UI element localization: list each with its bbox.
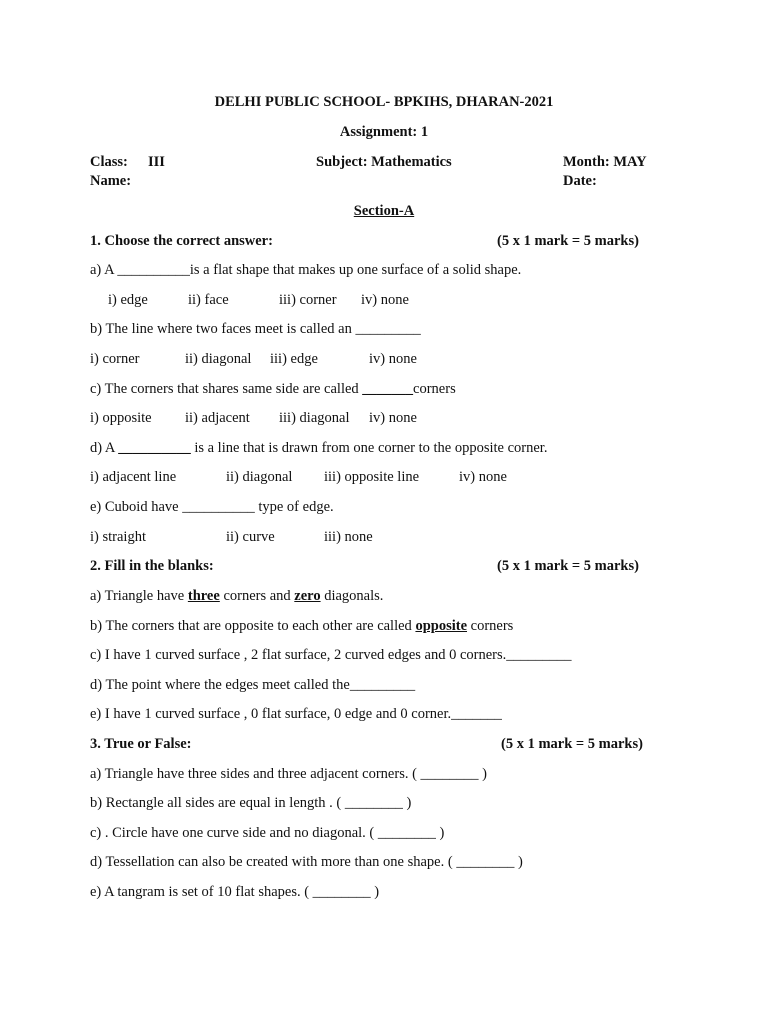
q2-heading: 2. Fill in the blanks:	[90, 558, 214, 574]
q2a-text: a) Triangle have three corners and zero diagonals.	[90, 588, 384, 604]
q1a-option: ii) face	[188, 292, 229, 308]
q1d-option: i) adjacent line	[90, 469, 177, 485]
q1a-option: i) edge	[108, 292, 148, 308]
class-value: III	[148, 154, 165, 170]
q2-marks: (5 x 1 mark = 5 marks)	[497, 558, 639, 574]
q1b-option: iii) edge	[270, 351, 318, 367]
q1e-text: e) Cuboid have __________ type of edge.	[90, 499, 334, 515]
q1a-text: a) A __________is a flat shape that makes up one surface of a solid shape.	[90, 262, 522, 278]
q3b-text: b) Rectangle all sides are equal in length . ( ________ )	[90, 795, 412, 811]
q2e-text: e) I have 1 curved surface , 0 flat surface, 0 edge and 0 corner._______	[90, 706, 502, 722]
q2b-text: b) The corners that are opposite to each other are called opposite corners	[90, 618, 514, 634]
q1d-text: d) A __________ is a line that is drawn from one corner to the opposite corner.	[90, 440, 548, 456]
q1d-option: ii) diagonal	[226, 469, 293, 485]
q1c-text: c) The corners that shares same side are called _______corners	[90, 381, 456, 397]
date-label: Date:	[563, 173, 597, 189]
assignment-title: Assignment: 1	[339, 124, 429, 140]
q1e-option: ii) curve	[226, 529, 275, 545]
q1b-text: b) The line where two faces meet is called an _________	[90, 321, 421, 337]
q1-heading: 1. Choose the correct answer:	[90, 233, 273, 249]
q1-marks: (5 x 1 mark = 5 marks)	[497, 233, 639, 249]
q1c-option: ii) adjacent	[185, 410, 250, 426]
q1b-option: i) corner	[90, 351, 140, 367]
q1e-option: i) straight	[90, 529, 146, 545]
q1d-option: iv) none	[459, 469, 507, 485]
q3c-text: c) . Circle have one curve side and no diagonal. ( ________ )	[90, 825, 445, 841]
q1c-option: iv) none	[369, 410, 417, 426]
q3d-text: d) Tessellation can also be created with more than one shape. ( ________ )	[90, 854, 523, 870]
q1a-option: iii) corner	[279, 292, 337, 308]
month-label: Month: MAY	[563, 154, 647, 170]
q1b-option: iv) none	[369, 351, 417, 367]
subject-label: Subject: Mathematics	[316, 154, 452, 170]
q2c-text: c) I have 1 curved surface , 2 flat surface, 2 curved edges and 0 corners._________	[90, 647, 572, 663]
q3e-text: e) A tangram is set of 10 flat shapes. ( ________ )	[90, 884, 380, 900]
q1c-option: i) opposite	[90, 410, 152, 426]
q2d-text: d) The point where the edges meet called the_________	[90, 677, 416, 693]
section-title: Section-A	[353, 203, 415, 219]
q3-heading: 3. True or False:	[90, 736, 192, 752]
q1d-option: iii) opposite line	[324, 469, 420, 485]
name-label: Name:	[90, 173, 132, 189]
school-title: DELHI PUBLIC SCHOOL- BPKIHS, DHARAN-2021	[214, 94, 554, 110]
q3a-text: a) Triangle have three sides and three adjacent corners. ( ________ )	[90, 766, 488, 782]
q3-marks: (5 x 1 mark = 5 marks)	[501, 736, 643, 752]
q1c-option: iii) diagonal	[279, 410, 350, 426]
class-label: Class:	[90, 154, 128, 170]
q1b-option: ii) diagonal	[185, 351, 252, 367]
q1e-option: iii) none	[324, 529, 373, 545]
q1a-option: iv) none	[361, 292, 409, 308]
